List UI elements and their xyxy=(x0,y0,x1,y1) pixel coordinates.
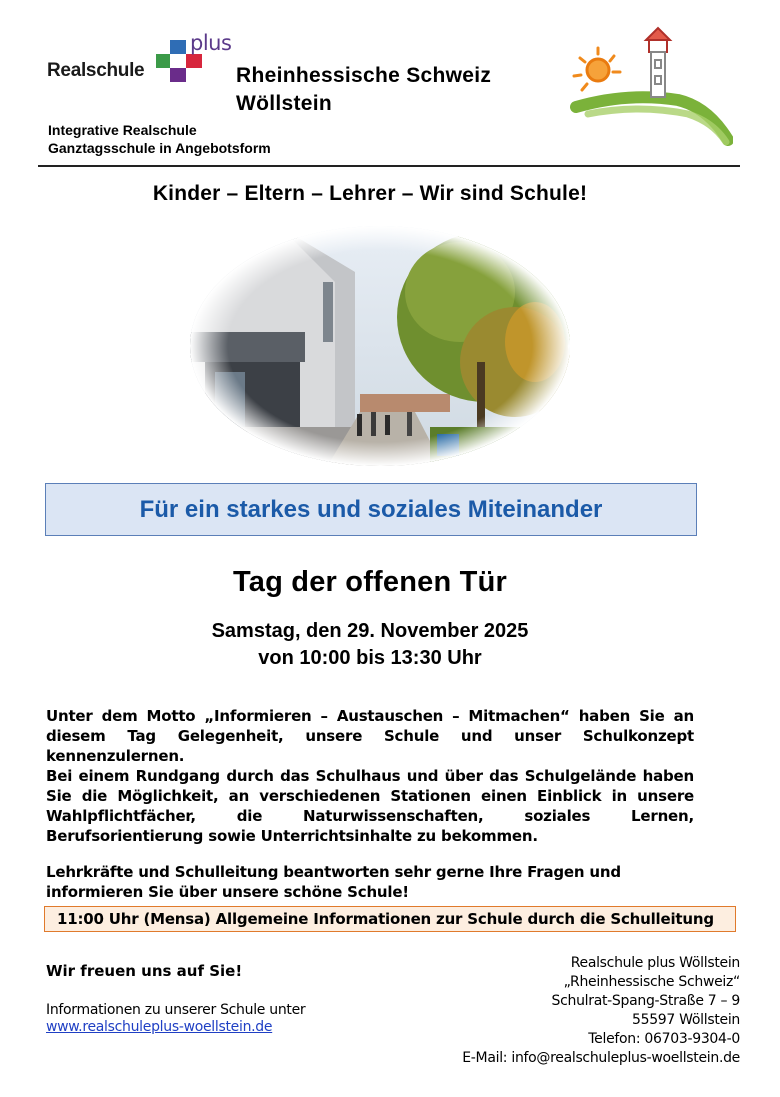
event-time: von 10:00 bis 13:30 Uhr xyxy=(258,647,482,669)
event-date: Samstag, den 29. November 2025 xyxy=(211,620,529,642)
logo-square-green-icon xyxy=(156,54,170,68)
header-divider xyxy=(38,165,740,167)
motto: Kinder – Eltern – Lehrer – Wir sind Schule! xyxy=(152,182,588,205)
school-building-photo xyxy=(185,222,575,470)
questions-paragraph: Lehrkräfte und Schulleitung beantworten sehr gerne Ihre Fragen und informieren Sie über unsere schöne Schule! xyxy=(46,863,621,901)
address-line1: Realschule plus Wöllstein xyxy=(570,955,740,971)
school-name-line1: Rheinhessische Schweiz xyxy=(236,64,492,87)
closing-line: Wir freuen uns auf Sie! xyxy=(46,962,243,980)
address-line6: E-Mail: info@realschuleplus-woellstein.de xyxy=(462,1050,740,1066)
logo-square-blue-icon xyxy=(170,40,186,54)
school-address xyxy=(462,954,740,1068)
logo-word-text: Realschule xyxy=(47,60,145,81)
subtitle-line2: Ganztagsschule in Angebotsform xyxy=(48,140,271,156)
info-text: Informationen zu unserer Schule unter xyxy=(46,1002,306,1018)
event-datetime xyxy=(0,618,740,672)
subtitle-line1: Integrative Realschule xyxy=(48,122,197,138)
intro-paragraph: Unter dem Motto „Informieren – Austauschen – Mitmachen“ haben Sie an diesem Tag Gelegenheit, unsere Schule und unser Schulkonzept kennenzulernen. xyxy=(46,707,694,765)
tour-paragraph: Bei einem Rundgang durch das Schulhaus und über das Schulgelände haben Sie die Möglichkeit, an verschiedenen Stationen einen Einblick in unsere Wahlpflichtfächer, die Naturwissenschaften, soziales Lernen, Berufsorientierung sowie Unterrichtsinhalte zu bekommen. xyxy=(46,767,694,845)
school-subtitle xyxy=(48,121,271,157)
address-line3: Schulrat-Spang-Straße 7 – 9 xyxy=(551,993,740,1009)
website-link[interactable]: www.realschuleplus-woellstein.de xyxy=(46,1019,273,1035)
logo-plus-text: plus xyxy=(190,31,232,55)
school-name-line2: Wöllstein xyxy=(236,92,333,115)
address-line4: 55597 Wöllstein xyxy=(631,1012,740,1028)
hill-tower-sun-icon xyxy=(568,22,733,147)
address-line5: Telefon: 06703-9304-0 xyxy=(588,1031,740,1047)
schedule-highlight: 11:00 Uhr (Mensa) Allgemeine Informationen zur Schule durch die Schulleitung xyxy=(44,906,736,932)
school-name xyxy=(236,62,491,118)
address-line2: „Rheinhessische Schweiz“ xyxy=(563,974,740,990)
slogan-banner: Für ein starkes und soziales Miteinander xyxy=(45,483,697,536)
event-title: Tag der offenen Tür xyxy=(233,566,507,598)
logo-square-purple-icon xyxy=(170,68,186,82)
logo-square-red-icon xyxy=(186,54,202,68)
